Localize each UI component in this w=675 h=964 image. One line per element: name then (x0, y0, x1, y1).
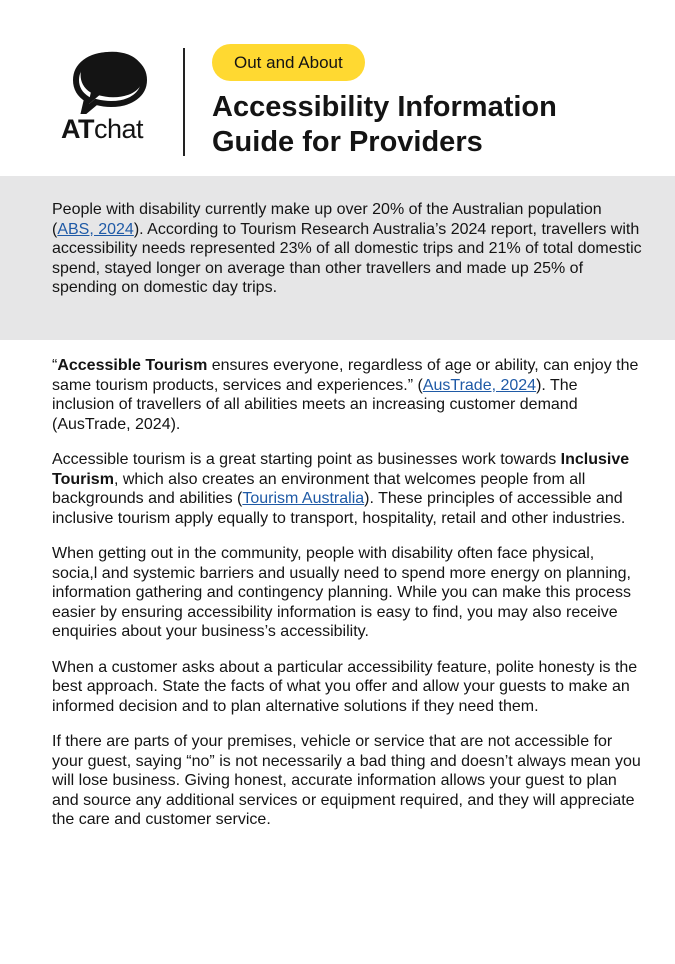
paragraph-accessible-tourism: “Accessible Tourism ensures everyone, regardless of age or ability, can enjoy the same tourism products, services and experiences.” (AusTrade, 2024). The inclusion of travellers of all abilities meets an increasing customer demand (AusTrade, 2024). (52, 357, 639, 433)
paragraph-inclusive-tourism: Accessible tourism is a great starting point as businesses work towards Inclusive Tourism, which also creates an environment that welcomes people from all backgrounds and abilities (Tourism Australia). These principles of accessible and inclusive tourism apply equally to transport, hospitality, retail and other industries. (52, 451, 630, 527)
title-line-1: Accessibility Information (212, 91, 557, 123)
speech-bubble-icon (72, 50, 152, 114)
header-divider (183, 48, 185, 156)
inclusive-tourism-term: Inclusive Tourism (52, 451, 630, 488)
paragraph-honesty: When a customer asks about a particular accessibility feature, polite honesty is the best approach. State the facts of what you offer and allow your guests to make an informed decision and to plan alternative solutions if they need them. (52, 658, 638, 715)
atchat-logo (58, 50, 164, 150)
category-tag: Out and About (212, 44, 365, 81)
intro-paragraph: People with disability currently make up over 20% of the Australian population (ABS, 2024). According to Tourism Research Australia’s 2024 report, travellers with accessibility needs represented 23% of all domestic trips and 21% of total domestic spend, stayed longer on average than other travellers and made up 25% of spending on domestic day trips. (52, 201, 642, 296)
logo-wordmark: ATchat (61, 114, 144, 144)
title-line-2: Guide for Providers (212, 126, 483, 158)
intro-panel (0, 176, 675, 340)
tourism-australia-link[interactable]: Tourism Australia (242, 490, 365, 507)
page-header (0, 0, 675, 176)
page-title (212, 90, 652, 160)
accessible-tourism-term: Accessible Tourism (57, 357, 208, 374)
body-content (52, 356, 642, 846)
austrade-link[interactable]: AusTrade, 2024 (422, 376, 537, 394)
paragraph-saying-no: If there are parts of your premises, vehicle or service that are not accessible for your guest, saying “no” is not necessarily a bad thing and doesn’t always mean you will lose business. Giving honest, accurate information allows your guest to plan and source any additional services or equipment required, and they will appreciate the care and customer service. (52, 733, 641, 828)
paragraph-barriers: When getting out in the community, people with disability often face physical, socia,l and systemic barriers and usually need to spend more energy on planning, information gathering and contingency planning. While you can make this process easier by ensuring accessibility information is easy to find, you may also receive enquiries about your business’s accessibility. (52, 545, 631, 640)
abs-link[interactable]: ABS, 2024 (57, 220, 134, 238)
